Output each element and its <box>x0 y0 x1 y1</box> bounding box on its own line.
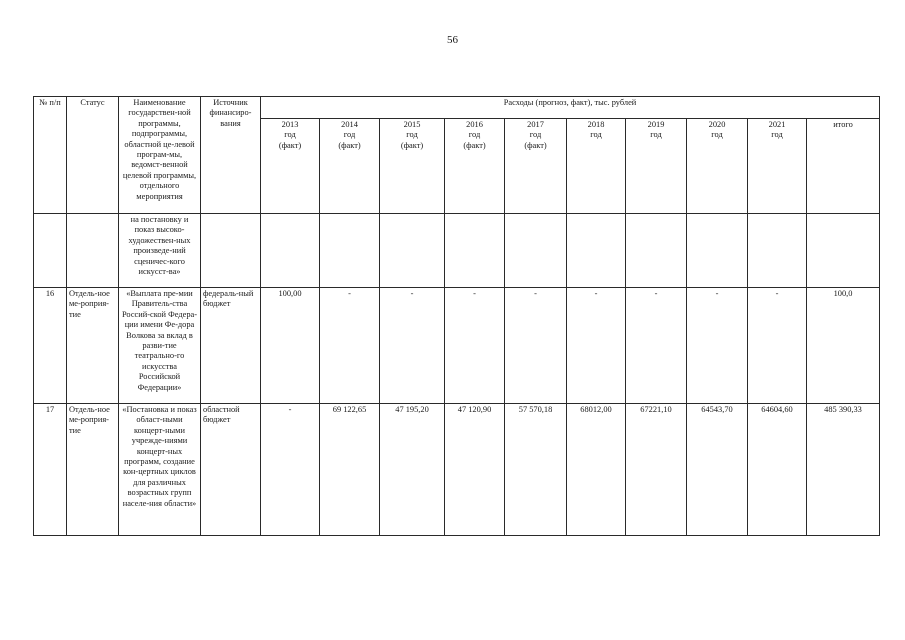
total-cell: 100,0 <box>807 288 880 404</box>
row-source: областной бюджет <box>201 404 261 536</box>
header-year-2013 <box>261 119 320 214</box>
page-number: 56 <box>447 34 458 46</box>
header-year-2021 <box>748 119 807 214</box>
year-kind: (факт) <box>278 140 302 150</box>
year-label: 2017 <box>527 120 544 129</box>
year-label: 2019 <box>647 120 665 129</box>
row-status <box>67 214 119 288</box>
row-num: 16 <box>34 288 67 404</box>
value-cell <box>687 214 748 288</box>
year-label: 2021 <box>768 120 786 129</box>
year-unit: год <box>771 130 783 140</box>
table-row <box>34 288 880 404</box>
value-cell: 47 120,90 <box>445 404 505 536</box>
header-year-2018 <box>567 119 626 214</box>
header-num: № п/п <box>34 97 67 214</box>
year-unit: год <box>590 130 602 140</box>
total-label: итого <box>833 120 853 129</box>
table-row <box>34 404 880 536</box>
value-cell <box>626 214 687 288</box>
value-cell: 64543,70 <box>687 404 748 536</box>
year-unit: год <box>343 130 356 140</box>
value-cell: - <box>626 288 687 404</box>
value-cell: - <box>380 288 445 404</box>
value-cell <box>261 214 320 288</box>
year-kind: (факт) <box>400 140 424 150</box>
year-kind: (факт) <box>524 140 547 150</box>
value-cell <box>748 214 807 288</box>
header-year-2019 <box>626 119 687 214</box>
value-cell: 68012,00 <box>567 404 626 536</box>
year-label: 2014 <box>341 120 358 129</box>
total-cell: 485 390,33 <box>807 404 880 536</box>
value-cell <box>320 214 380 288</box>
value-cell: - <box>320 288 380 404</box>
value-cell: 57 570,18 <box>505 404 567 536</box>
header-total <box>807 119 880 214</box>
header-year-2014 <box>320 119 380 214</box>
header-source: Источник финансиро-вания <box>201 97 261 214</box>
header-name: Наименование государствен-ной программы, подпрограммы, областной це-левой програм-мы, ведомст-венной целевой программы, отдельного мероприятия <box>119 97 201 214</box>
header-expenses: Расходы (прогноз, факт), тыс. рублей <box>261 97 880 119</box>
value-cell <box>505 214 567 288</box>
row-name: на постановку и показ высоко-художествен-ных произведе-ний сценичес-кого искусст-ва» <box>119 214 201 288</box>
year-unit: год <box>406 130 418 140</box>
year-unit: год <box>529 130 542 140</box>
row-status: Отдель-ное ме-роприя-тие <box>67 288 119 404</box>
header-row-top <box>34 97 880 119</box>
year-kind: (факт) <box>463 140 486 150</box>
header-status: Статус <box>67 97 119 214</box>
value-cell <box>567 214 626 288</box>
value-cell <box>380 214 445 288</box>
value-cell: - <box>748 288 807 404</box>
value-cell: - <box>505 288 567 404</box>
row-source: федераль-ный бюджет <box>201 288 261 404</box>
row-name: «Выплата пре-мии Правитель-ства Россий-ской Федера-ции имени Фе-дора Волкова за вклад в разви-тие театрально-го искусства Российской Федерации» <box>119 288 201 404</box>
row-num <box>34 214 67 288</box>
value-cell <box>445 214 505 288</box>
year-kind: (факт) <box>338 140 361 150</box>
row-status: Отдель-ное ме-роприя-тие <box>67 404 119 536</box>
header-year-2017 <box>505 119 567 214</box>
year-label: 2013 <box>281 120 299 129</box>
header-year-2015 <box>380 119 445 214</box>
value-cell: 67221,10 <box>626 404 687 536</box>
value-cell: - <box>261 404 320 536</box>
year-unit: год <box>711 130 723 140</box>
value-cell: - <box>567 288 626 404</box>
value-cell: - <box>445 288 505 404</box>
value-cell: - <box>687 288 748 404</box>
year-unit: год <box>650 130 662 140</box>
year-label: 2015 <box>403 120 421 129</box>
budget-table <box>33 96 880 536</box>
year-unit: год <box>284 130 296 140</box>
table-row <box>34 214 880 288</box>
header-year-2016 <box>445 119 505 214</box>
year-label: 2016 <box>466 120 483 129</box>
value-cell: 64604,60 <box>748 404 807 536</box>
row-name: «Постановка и показ област-ными концерт-ными учрежде-ниями концерт-ных программ, создание кон-цертных циклов для различных возрастных групп населе-ния области» <box>119 404 201 536</box>
row-source <box>201 214 261 288</box>
year-label: 2020 <box>708 120 726 129</box>
value-cell: 69 122,65 <box>320 404 380 536</box>
total-cell <box>807 214 880 288</box>
year-label: 2018 <box>587 120 605 129</box>
value-cell: 100,00 <box>261 288 320 404</box>
value-cell: 47 195,20 <box>380 404 445 536</box>
row-num: 17 <box>34 404 67 536</box>
year-unit: год <box>468 130 481 140</box>
header-year-2020 <box>687 119 748 214</box>
